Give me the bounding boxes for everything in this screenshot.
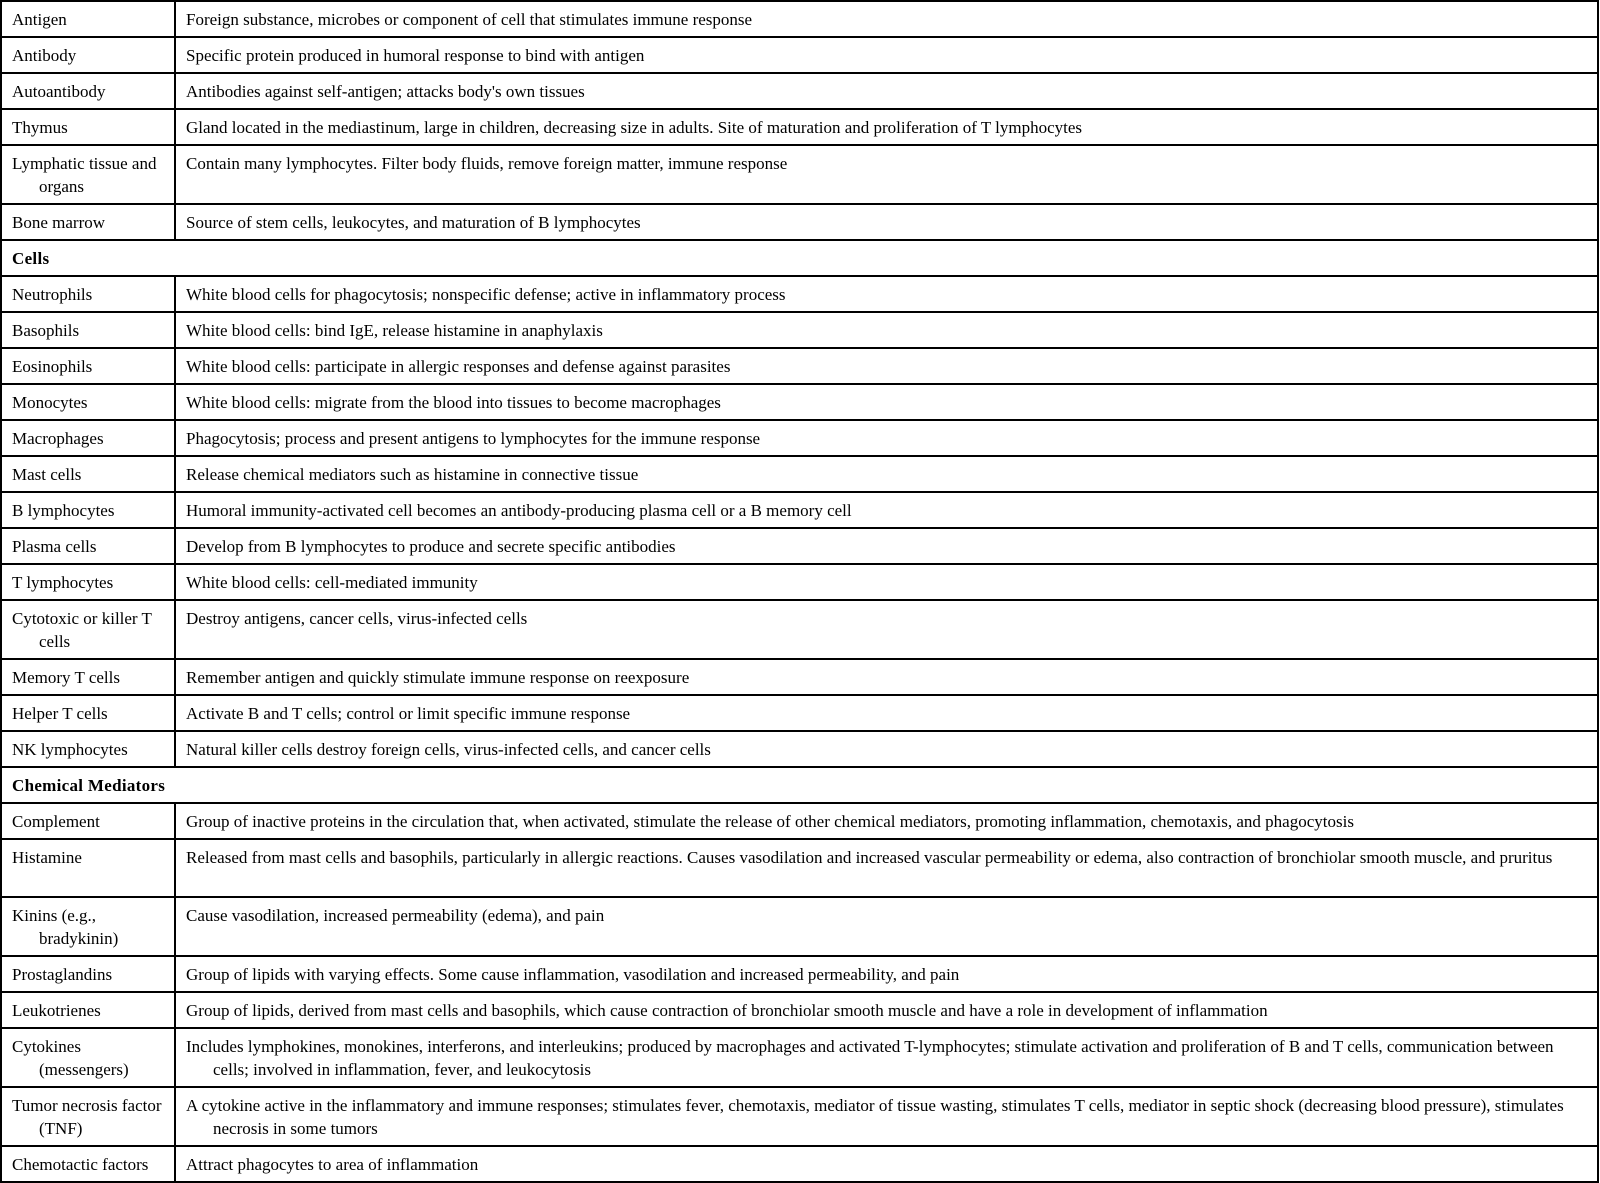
table-row <box>1 956 1598 992</box>
term-cell: Basophils <box>1 312 175 348</box>
definition-cell: Destroy antigens, cancer cells, virus-infected cells <box>175 600 1598 659</box>
table-row <box>1 1028 1598 1087</box>
section-title: Cells <box>1 240 1598 276</box>
term-cell: Antigen <box>1 1 175 37</box>
term-cell: Memory T cells <box>1 659 175 695</box>
term-cell: Histamine <box>1 839 175 897</box>
definition-cell: Develop from B lymphocytes to produce and secrete specific antibodies <box>175 528 1598 564</box>
definition-cell: Group of inactive proteins in the circulation that, when activated, stimulate the release of other chemical mediators, promoting inflammation, chemotaxis, and phagocytosis <box>175 803 1598 839</box>
table-row <box>1 1087 1598 1146</box>
term-cell: Chemotactic factors <box>1 1146 175 1182</box>
table-row <box>1 731 1598 767</box>
term-cell: Plasma cells <box>1 528 175 564</box>
term-cell: Bone marrow <box>1 204 175 240</box>
table-row <box>1 528 1598 564</box>
definition-cell: Released from mast cells and basophils, particularly in allergic reactions. Causes vasodilation and increased vascular permeability or edema, also contraction of bronchiolar smooth muscle, and pruritus <box>175 839 1598 897</box>
term-cell: Antibody <box>1 37 175 73</box>
term-cell: Leukotrienes <box>1 992 175 1028</box>
section-title: Chemical Mediators <box>1 767 1598 803</box>
table-row <box>1 803 1598 839</box>
definition-cell: Contain many lymphocytes. Filter body fluids, remove foreign matter, immune response <box>175 145 1598 204</box>
term-cell: Tumor necrosis factor (TNF) <box>1 1087 175 1146</box>
term-cell: Prostaglandins <box>1 956 175 992</box>
definition-cell: White blood cells: bind IgE, release histamine in anaphylaxis <box>175 312 1598 348</box>
table-row <box>1 695 1598 731</box>
table-row <box>1 348 1598 384</box>
section-header-row <box>1 767 1598 803</box>
definition-cell: Humoral immunity-activated cell becomes an antibody-producing plasma cell or a B memory cell <box>175 492 1598 528</box>
term-cell: Helper T cells <box>1 695 175 731</box>
term-cell: Complement <box>1 803 175 839</box>
table-row <box>1 1146 1598 1182</box>
definition-cell: Activate B and T cells; control or limit specific immune response <box>175 695 1598 731</box>
definition-cell: Remember antigen and quickly stimulate immune response on reexposure <box>175 659 1598 695</box>
term-cell: Autoantibody <box>1 73 175 109</box>
term-cell: Eosinophils <box>1 348 175 384</box>
term-cell: Macrophages <box>1 420 175 456</box>
section-header-row <box>1 240 1598 276</box>
table-row <box>1 897 1598 956</box>
term-cell: Neutrophils <box>1 276 175 312</box>
definition-cell: A cytokine active in the inflammatory and immune responses; stimulates fever, chemotaxis, mediator of tissue wasting, stimulates T cells, mediator in septic shock (decreasing blood pressure), stimulates necrosis in some tumors <box>175 1087 1598 1146</box>
table-row <box>1 109 1598 145</box>
table-row <box>1 600 1598 659</box>
term-cell: B lymphocytes <box>1 492 175 528</box>
definition-cell: Specific protein produced in humoral response to bind with antigen <box>175 37 1598 73</box>
table-row <box>1 420 1598 456</box>
term-cell: Kinins (e.g., bradykinin) <box>1 897 175 956</box>
definition-cell: White blood cells for phagocytosis; nonspecific defense; active in inflammatory process <box>175 276 1598 312</box>
table-body <box>1 1 1598 1182</box>
table-row <box>1 204 1598 240</box>
term-cell: Thymus <box>1 109 175 145</box>
table-row <box>1 73 1598 109</box>
table-row <box>1 384 1598 420</box>
definition-cell: Antibodies against self-antigen; attacks body's own tissues <box>175 73 1598 109</box>
term-cell: Cytokines (messengers) <box>1 1028 175 1087</box>
term-cell: T lymphocytes <box>1 564 175 600</box>
table-row <box>1 37 1598 73</box>
table-row <box>1 1 1598 37</box>
table-row <box>1 145 1598 204</box>
table-row <box>1 992 1598 1028</box>
term-cell: Cytotoxic or killer T cells <box>1 600 175 659</box>
table-row <box>1 564 1598 600</box>
table-row <box>1 312 1598 348</box>
definition-cell: Group of lipids, derived from mast cells and basophils, which cause contraction of bronchiolar smooth muscle and have a role in development of inflammation <box>175 992 1598 1028</box>
definition-cell: Foreign substance, microbes or component of cell that stimulates immune response <box>175 1 1598 37</box>
definition-cell: Release chemical mediators such as histamine in connective tissue <box>175 456 1598 492</box>
term-cell: Mast cells <box>1 456 175 492</box>
table-row <box>1 276 1598 312</box>
table-row <box>1 456 1598 492</box>
table-row <box>1 492 1598 528</box>
term-cell: NK lymphocytes <box>1 731 175 767</box>
definition-cell: White blood cells: migrate from the blood into tissues to become macrophages <box>175 384 1598 420</box>
definition-cell: Includes lymphokines, monokines, interferons, and interleukins; produced by macrophages and activated T-lymphocytes; stimulate activation and proliferation of B and T cells, communication between cells; involved in inflammation, fever, and leukocytosis <box>175 1028 1598 1087</box>
term-cell: Monocytes <box>1 384 175 420</box>
definition-cell: Source of stem cells, leukocytes, and maturation of B lymphocytes <box>175 204 1598 240</box>
term-cell: Lymphatic tissue and organs <box>1 145 175 204</box>
table-row <box>1 839 1598 897</box>
definition-cell: Natural killer cells destroy foreign cells, virus-infected cells, and cancer cells <box>175 731 1598 767</box>
table-row <box>1 659 1598 695</box>
definition-cell: White blood cells: participate in allergic responses and defense against parasites <box>175 348 1598 384</box>
definition-cell: White blood cells: cell-mediated immunity <box>175 564 1598 600</box>
definition-cell: Gland located in the mediastinum, large in children, decreasing size in adults. Site of maturation and proliferation of T lymphocytes <box>175 109 1598 145</box>
definition-cell: Group of lipids with varying effects. Some cause inflammation, vasodilation and increased permeability, and pain <box>175 956 1598 992</box>
definition-cell: Attract phagocytes to area of inflammation <box>175 1146 1598 1182</box>
definition-cell: Phagocytosis; process and present antigens to lymphocytes for the immune response <box>175 420 1598 456</box>
definition-cell: Cause vasodilation, increased permeability (edema), and pain <box>175 897 1598 956</box>
